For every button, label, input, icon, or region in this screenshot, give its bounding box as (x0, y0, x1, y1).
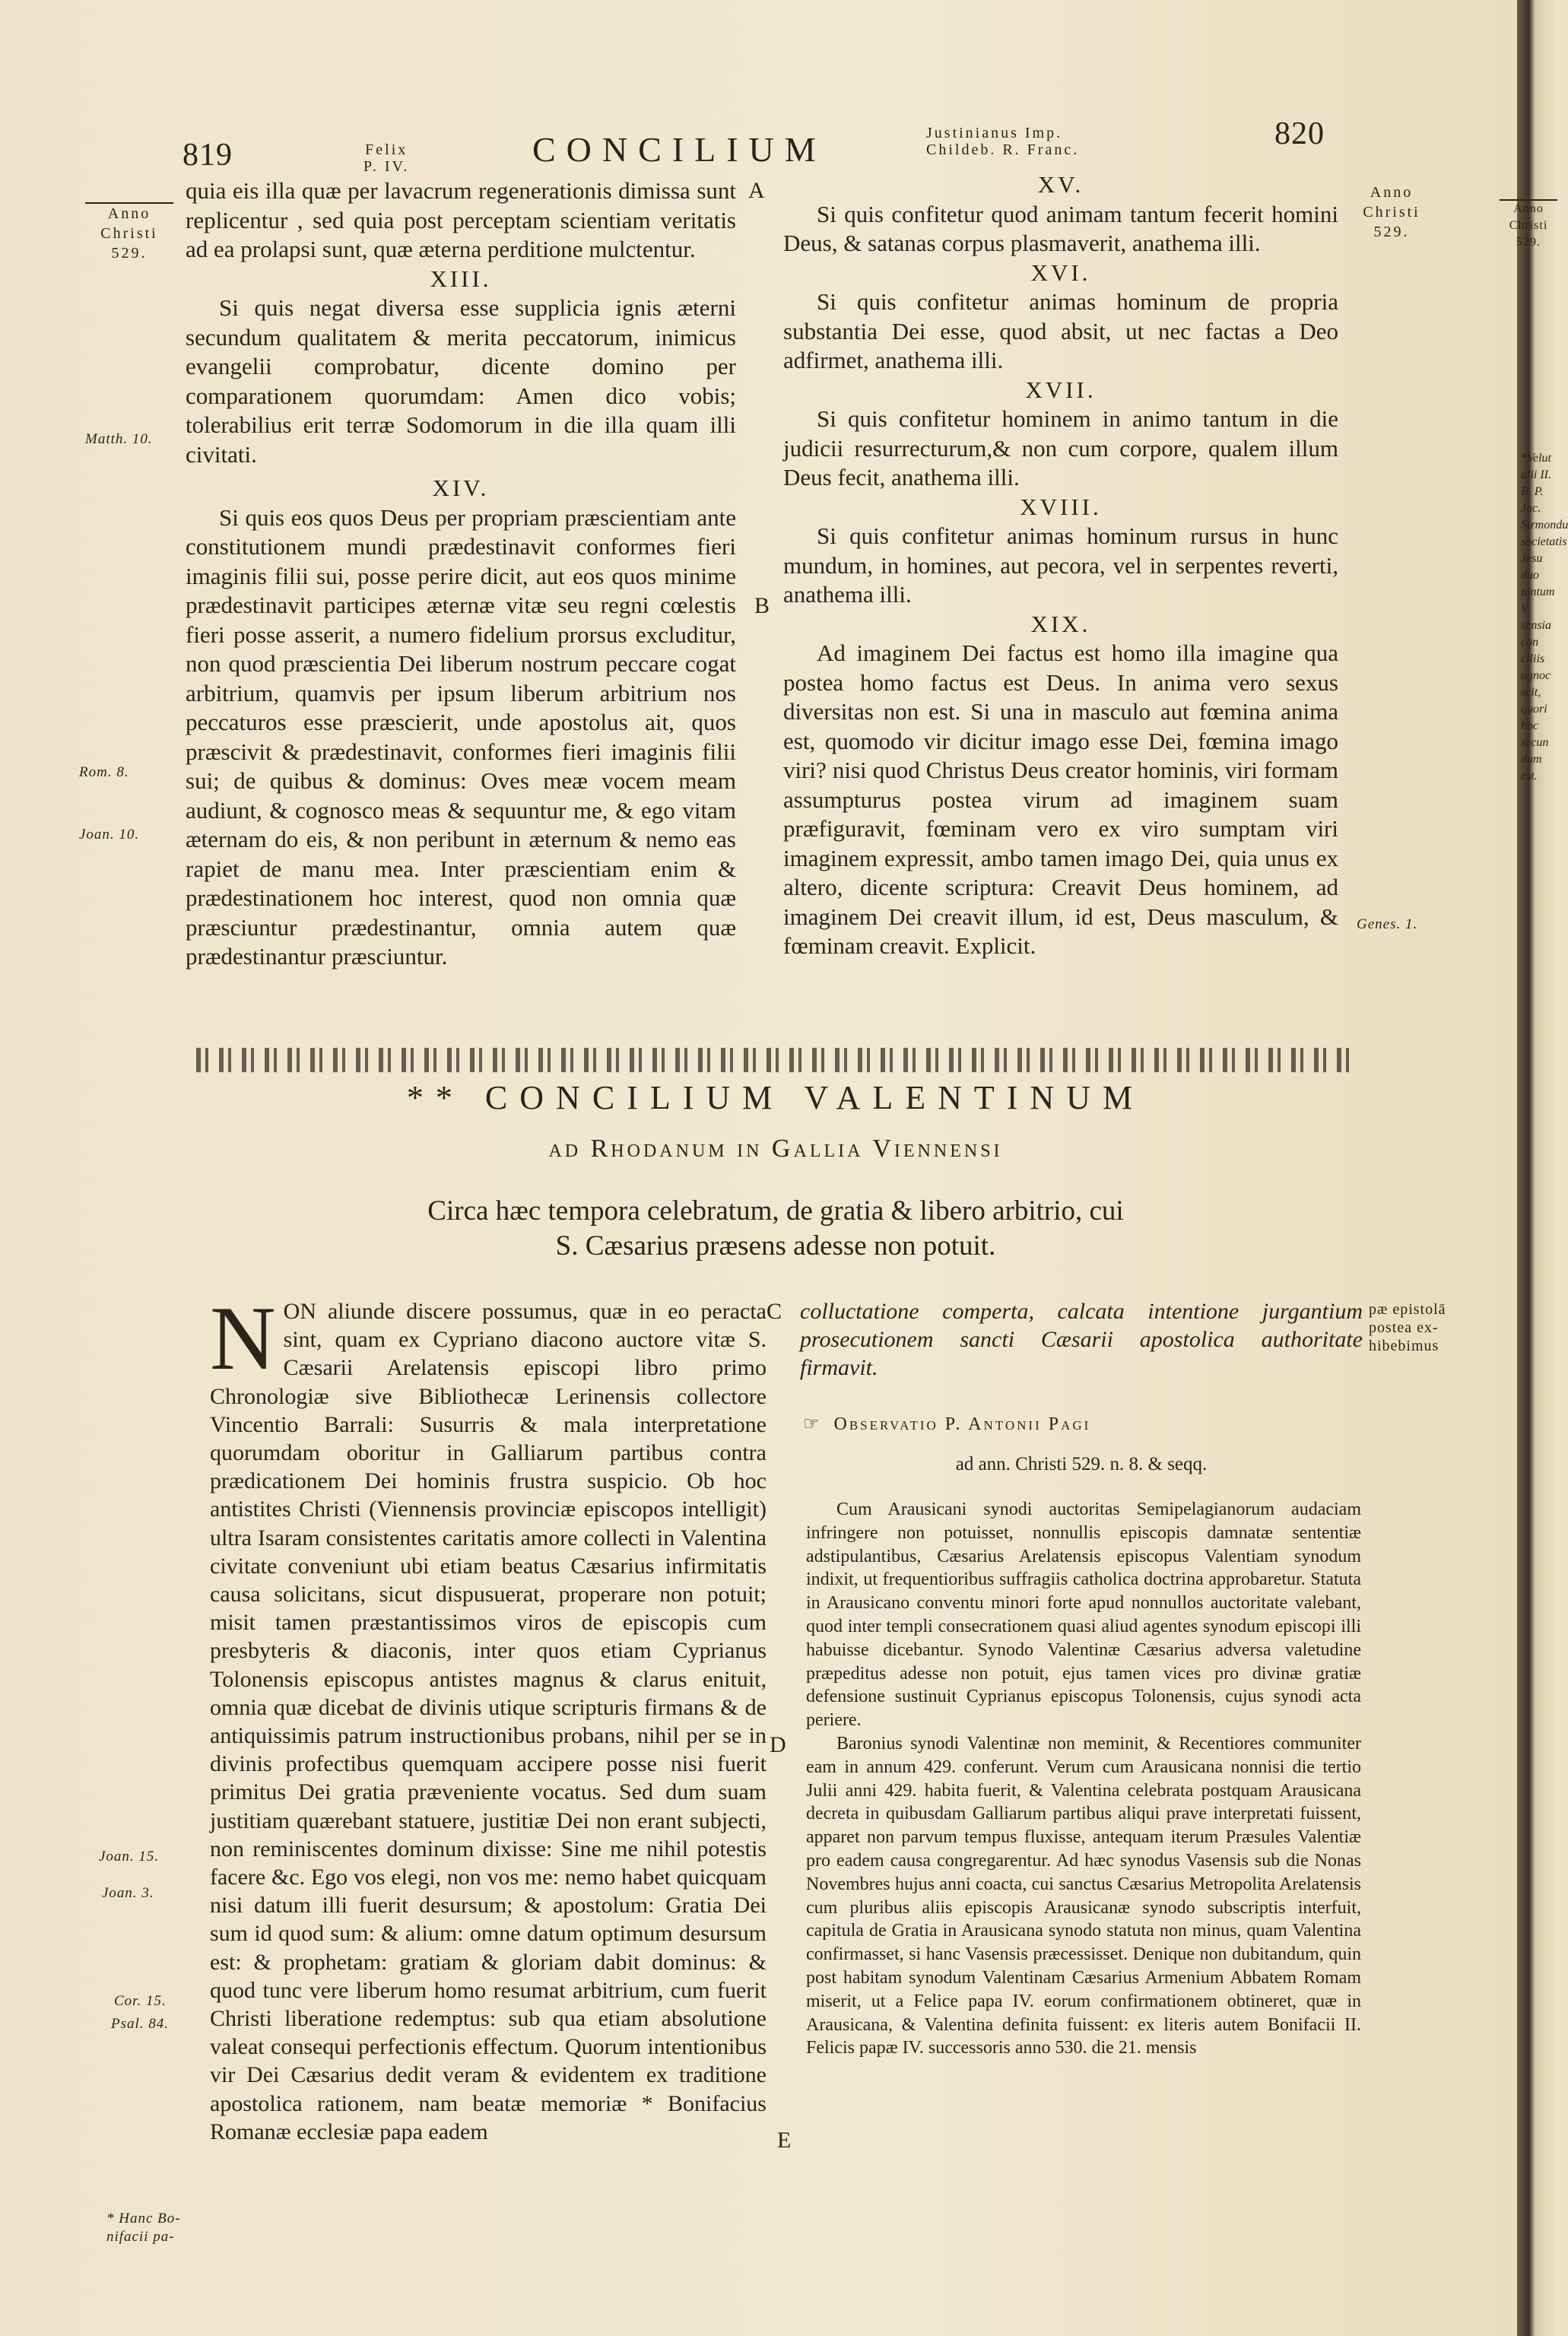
margin-note-hanc: * Hanc Bo- nifacii pa- (106, 2211, 181, 2245)
margin-note-rom: Rom. 8. (79, 764, 129, 780)
section-marker-d: D (770, 1732, 786, 1757)
margin-note-psal: Psal. 84. (111, 2016, 170, 2032)
title-subtitle: ad Rhodanum in Gallia Viennensi (548, 1135, 1003, 1163)
margin-note-pae: pæ epistolā postea ex- hibebimus (1369, 1301, 1446, 1354)
header-concilium: CONCILIUM (532, 130, 827, 169)
title-description: Circa hæc tempora celebratum, de gratia & libero arbitrio, cui S. Cæsarius præsens adesse non potuit. (427, 1195, 1124, 1262)
margin-note-cor: Cor. 15. (114, 1993, 167, 2009)
title-concilium-valentinum: ** CONCILIUM VALENTINUM (406, 1079, 1145, 1116)
edge-anno: Anno Christi 529. (1500, 199, 1557, 251)
drop-cap: N (210, 1287, 276, 1389)
section-marker-a: A (748, 178, 765, 203)
margin-note-joan3: Joan. 3. (102, 1885, 154, 1901)
section-marker-c: C (767, 1299, 782, 1324)
observatio-subtitle: ad ann. Christi 529. n. 8. & seqq. (955, 1454, 1208, 1474)
margin-note-joan15: Joan. 15. (99, 1849, 160, 1865)
margin-note-joan10: Joan. 10. (79, 827, 140, 843)
page-number-left: 819 (183, 138, 233, 173)
pointing-hand-icon: ☞ (803, 1414, 822, 1434)
page-number-right: 820 (1274, 116, 1325, 151)
right-column-continuation: colluctatione comperta, calcata intentione jurgantium prosecutionem sancti Cæsarii apostolica authoritate firmavit. (800, 1299, 1363, 1380)
left-column-bottom: N ON aliunde discere possumus, quæ in eo peracta sint, quam ex Cypriano diacono auctore vitæ S. Cæsarii Arelatensis episcopi libro primo Chronologiæ sive Bibliothecæ Lerinensis collectore Vincentio Barrali: Susurris & mala interpretatione quorumdam oboritur in Galliarum partibus contra prædicationem Dei hominis frustra suspicio. Ob hoc antistites Christi (Viennensis provinciæ episcopos intelligit) ultra Isaram consistentes caritatis amore collecti in Valentina civitate conveniunt ubi etiam beatus Cæsarius infirmitatis causa solicitans, sicut dispusuerat, properare non potuit; misit tamen præstantissimos viros de episcopis cum presbyteris & diaconis, inter quos etiam Cyprianus Tolonensis episcopus antistes magnus & clarus enituit, omnia quæ dicebat de divinis utique scripturis firmans & de antiquissimis patrum instructionibus probans, nihil per se in divinis profectibus quemquam accipere posse nisi fuerit primitus Dei gratia præveniente vocatus. Sed dum suam justitiam quærebant statuere, justitiæ Dei non erant subjecti, non reminiscentes dominum dixisse: Sine me nihil potestis facere &c. Ego vos elegi, non vos me: nemo habet quicquam nisi datum illi fuerit desursum; & apostolum: Gratia Dei sum id quod sum: & alium: omne datum optimum desursum est: & prophetam: gratiam & gloriam dabit dominus: & quod tunc vere liberum homo resumat arbitrium, cum fuerit Christi liberatione redemptus: sub qua etiam absolutione valeat consequi perfectionis effectum. Quorum intentionibus vir Dei Cæsarius dedit veram & evidentem ex traditione apostolica rationem, nam beatæ memoriæ * Bonifacius Romanæ ecclesiæ papa eadem (210, 1287, 767, 2144)
book-gutter (1517, 0, 1568, 2336)
observatio-title: ☞ Observatio P. Antonii Pagi (803, 1414, 1091, 1434)
observatio-body: Cum Arausicani synodi auctoritas Semipelagianorum audaciam infringere non potuisset, nonnullis episcopis damnatæ sententiæ adstipulantibus, Cæsarius Arelatensis episcopus Valentiam synodum indixit, ut frequentioribus suffragiis catholica doctrina approbaretur. Statuta in Arausicano conventu minori forte apud nonnullos auctoritate valebant, quod inter templi consecrationem quasi aliud agentes synodum episcopi illi habuisse dicebantur. Synodo Valentinæ Cæsarius adversa valetudine præpeditus adesse non potuit, ejus tamen vices pro divinæ gratiæ defensione sustinuit Cyprianus episcopus Tolonensis, cujus synodi acta periere. Baronius synodi Valentinæ non meminit, & Recentiores communiter eam in annum 429. conferunt. Verum cum Arausicana nonnisi die tertio Julii anni 429. habita fuerit, & Valentina celebrata postquam Arausicana decreta in quibusdam Galliarum partibus aliqui prave interpretati fuissent, apparet non parvum tempus fluxisse, antequam iterum Præsules Valentiæ pro eadem causa congregarentur. Ad hæc synodus Vasensis sub die Nonas Novembres hujus anni coacta, cui sanctus Cæsarius Metropolita Arelatensis cum pluribus aliis episcopis Arausicanæ synodo subscriptis interfuit, capitula de Gratia in Arausicana synodo statuta non minus, quam Valentina confirmasset, si hanc Vasensis præcessisset. Denique non dubitandum, quin post habitam synodum Valentinam Cæsarius Armenium Abbatem Romam miserit, ut a Felice papa IV. eorum confirmationem obtineret, quæ in Arausicana, & Valentina definita fuissent: ex literis autem Bonifacii II. Felicis papæ IV. successoris anno 530. die 21. mensis (806, 1500, 1361, 2058)
left-column-top: quia eis illa quæ per lavacrum regenerationis dimissa sunt replicentur , sed quia post perceptam scientiam veritatis ad ea prolapsi sunt, quæ æterna perditione mulctentur. XIII. Si quis negat diversa esse supplicia ignis æterni secundum qualitatem & merita peccatorum, inimicus evangelii comprobatur, dicente domino per comparationem quorumdam: Amen dico vobis; tolerabilius erit terræ Sodomorum in die illa quam illi civitati. XIV. Si quis eos quos Deus per propriam præscientiam ante constitutionem mundi prædestinavit conformes fieri imaginis filii sui, posse perire dicit, aut eos quos minime prædestinavit participes æternæ vitæ seu regni cœlestis fieri posse asserit, a numero fidelium prorsus excluditur, non quod præscientia Dei liberum nostrum peccare cogat arbitrium, quamvis per ipsum liberum arbitrium nos peccaturos esse præscierit, unde apostolus ait, quos præscivit & prædestinavit, conformes fieri imaginis filii sui; de quibus & dominus: Oves meæ vocem meam audiunt, & cognosco meas & sequuntur me, & ego vitam æternam do eis, & non peribunt in æternum & nemo eas rapiet de manu mea. Inter præscientiam enim & prædestinationem hoc interest, quod non omnia quæ præsciuntur prædestinantur, omnia autem quæ prædestinantur præsciuntur. (186, 177, 736, 970)
right-column-top: XV. Si quis confitetur quod animam tantum fecerit homini Deus, & satanas corpus plasmaverit, anathema illi. XVI. Si quis confitetur animas hominum de propria substantia Dei esse, quod absit, ut nec factas a Deo adfirmet, anathema illi. XVII. Si quis confitetur hominem in animo tantum in die judicii resurrecturum,& non cum corpore, qualem illum Deus fecit, anathema illi. XVIII. Si quis confitetur animas hominum rursus in hunc mundum, in homines, aut pecora, vel in serpentes reverti, anathema illi. XIX. Ad imaginem Dei factus est homo illa imagine qua postea homo factus est Deus. In anima vero sexus diversitas non est. Si una in masculo aut fœmina anima est, quomodo vir dicitur imago esse Dei, fœmina imago viri? nisi quod Christus Deus creator hominis, viri formam assumpturus postea virum ad imaginem suam præfiguravit, fœminam vero ex viro sumptam viri imaginem expressit, ambo tamen imago Dei, quia unus ex altero, dicente scriptura: Creavit Deus hominem, ad imaginem Dei creavit illum, id est, Deus masculum, & fœminam creavit. Explicit. (783, 171, 1338, 959)
section-marker-e: E (777, 2128, 792, 2153)
anno-left: Anno Christi 529. (85, 202, 173, 263)
edge-margin-notes: *Velut alii II. B. P. Jac. Sirmondu societatis Jesu duo tantum V sensia con ciliis agnoc scit, quori hoc secun dum est. (1521, 452, 1568, 782)
section-marker-b: B (754, 593, 770, 618)
margin-note-matth: Matth. 10. (85, 431, 153, 447)
ornament-divider (196, 1048, 1352, 1072)
header-justinianus: Justinianus Imp. Childeb. R. Franc. (926, 125, 1080, 158)
margin-note-genes: Genes. 1. (1357, 916, 1418, 932)
anno-right: Anno Christi 529. (1363, 184, 1420, 240)
header-felix: Felix P. IV. (363, 141, 410, 175)
